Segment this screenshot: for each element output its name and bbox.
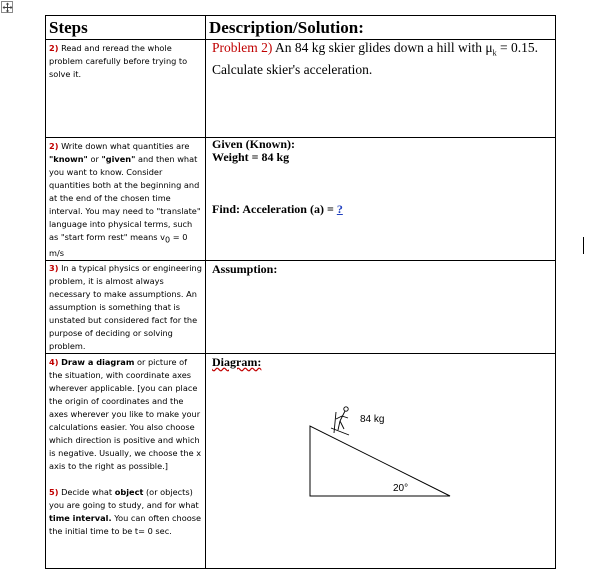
table-row [46,40,556,138]
step-number: 3) [49,262,59,273]
steps-header: Steps [46,16,206,40]
text-cursor [583,237,584,254]
problem-cell[interactable] [206,40,556,138]
given-label: Given (Known): [212,137,296,151]
step-number: 2) [49,141,59,151]
step-text: or picture of the situation, with coordinate axes wherever applicable. [you can place the origin of coordinates and the axes wherever you like to make your calculations easier. You also choose which direction is positive and which is negative. Usually, we choose the x axis to the right as possible.] [49,356,202,471]
step-4: 4) Draw a diagram or picture of the situation, with coordinate axes wherever applicable. [you can place the origin of coordinates and the axes wherever you like to make your calculations easier. You also choose which direction is positive and which is negative. Usually, we choose the x axis to the right as possible.] [49,356,202,471]
step-5: 5) Decide what object (or objects) you are going to study, and for what time interval. You can often choose the initial time to be t= 0 sec. [49,486,202,536]
step-text: Read and reread the whole problem carefully before trying to solve it. [49,43,188,79]
move-arrows-icon [2,2,13,13]
step-number: 4) [49,356,59,367]
table-row [46,138,556,261]
step-cell[interactable] [46,40,206,138]
angle-label: 20° [393,482,409,494]
diagram-cell[interactable] [206,353,556,568]
assumption-cell[interactable] [206,260,556,353]
steps-table [45,15,556,569]
step-cell[interactable] [46,353,206,568]
step-number: 2) [49,43,59,53]
step-text: Write down what quantities are "known" or "given" and then what you want to know. Consider quantities both at the beginning and at the end of the chosen time interval. You may need to "translate" language into physical terms, such as "start form rest" means v0 = 0 m/s [49,141,201,258]
step-text: In a typical physics or engineering problem, it is almost always necessary to make assumptions. An assumption is something that is unstated but considered fact for the purpose of deciding or solving problem. [49,262,202,351]
table-row [46,353,556,568]
step-number: 5) [49,486,59,497]
problem-text: An 84 kg skier glides down a hill with $\mu_k = 0.15$. Calculate skier's acceleration. [212,40,538,77]
incline-triangle [310,426,450,496]
skier-icon [331,406,349,434]
mass-label: 84 kg [360,413,385,425]
given-cell[interactable] [206,138,556,261]
weight-line: Weight = 84 kg [212,150,290,164]
step-cell[interactable] [46,138,206,261]
step-cell[interactable] [46,260,206,353]
table-move-handle[interactable] [1,1,13,13]
assumption-label: Assumption: [212,261,278,276]
table-header-row [46,16,556,40]
problem-label: Problem 2) [212,40,273,55]
incline-diagram [212,354,552,544]
find-line: Find: Acceleration (a) = ? [212,202,343,216]
table-row [46,260,556,353]
diagram-label: Diagram: [212,354,262,369]
description-header: Description/Solution: [206,16,556,40]
